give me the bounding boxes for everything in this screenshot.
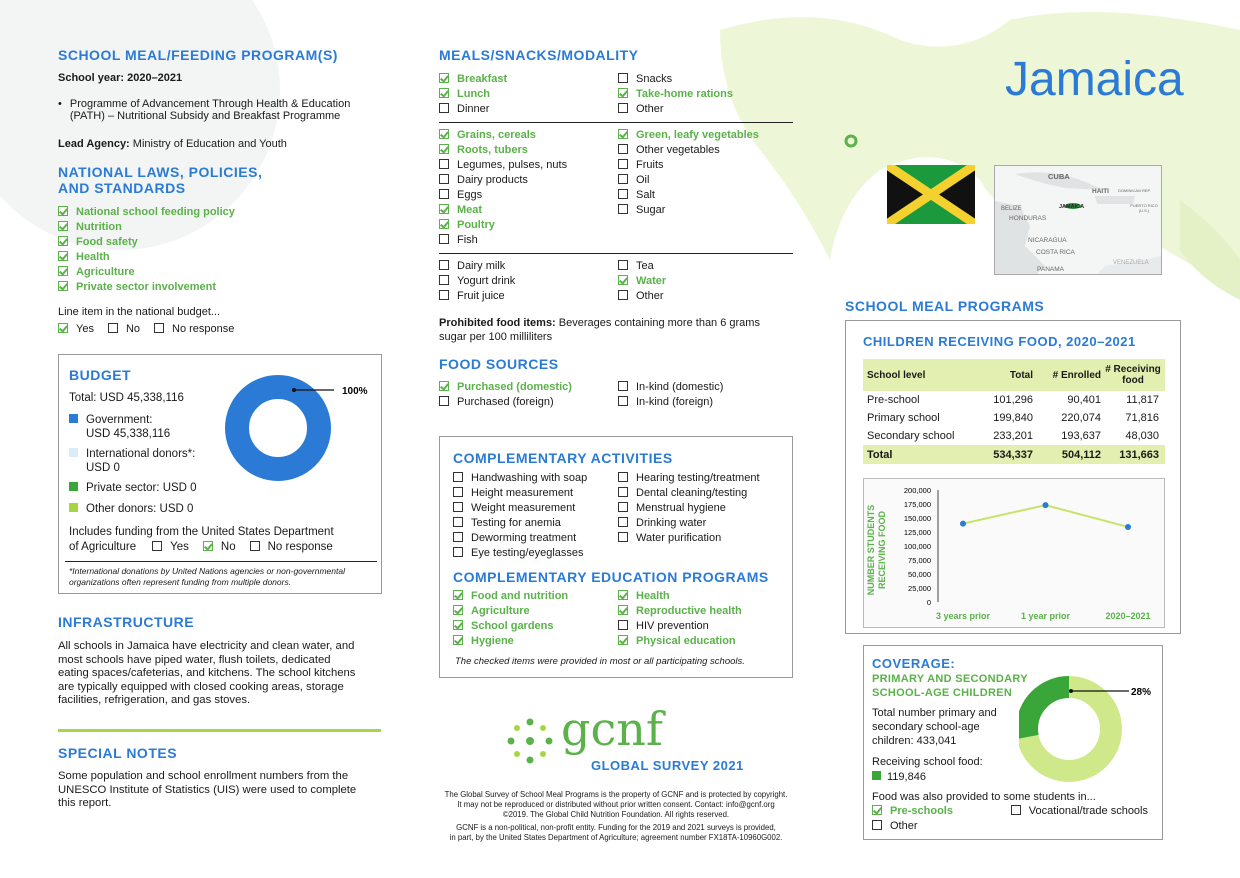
checkbox-label: Deworming treatment [471,532,577,544]
unchecked-box-icon [439,189,449,199]
unchecked-box-icon [439,234,449,244]
checkbox-item [618,289,666,304]
checkbox-label: National school feeding policy [76,206,235,218]
checkbox-label: Salt [636,189,655,201]
checkbox-label: Lunch [457,88,490,100]
series-line [963,505,1128,527]
x-tick-label: 1 year prior [1020,611,1071,621]
text-line: facilities, refrigeration, and gas stoves. [58,694,251,706]
checkbox-item [439,128,567,143]
checked-box-icon [618,275,628,285]
data-point [1043,502,1049,508]
checkbox-item [58,323,94,335]
meals-list-a [439,72,507,117]
y-tick-label: 175,000 [903,500,931,509]
unchecked-box-icon [439,103,449,113]
checkbox-label: Fish [457,234,478,246]
checkbox-label: Nutrition [76,221,122,233]
checkbox-item [618,173,759,188]
checkbox-label: Legumes, pulses, nuts [457,159,568,171]
checkbox-item [58,250,235,265]
checked-box-icon [618,590,628,600]
unchecked-box-icon [453,472,463,482]
legend-private: Private sector: USD 0 [69,482,197,494]
checkbox-label: HIV prevention [636,620,709,632]
checkbox-label: Poultry [457,219,495,231]
children-table: School level Total # Enrolled # Receiving food Pre-school 101,296 90,401 11,817 Primary school 199,840 220,074 71,816 Secondary school 233,201 193,637 48,030 Total 534,337 504,112 131,663 [863,359,1165,464]
text-line: eating spaces/cafeterias, and kitchens. The school kitchens [58,667,356,679]
checkbox-label: Yes [170,541,189,553]
y-tick-label: 200,000 [903,486,931,495]
legend-government: Government: USD 45,338,116 [69,413,170,441]
drinks-list-b [618,259,666,304]
checkbox-label: Dairy products [457,174,528,186]
checkbox-label: Pre-schools [890,805,953,817]
checkbox-label: Food and nutrition [471,590,569,602]
checkbox-item [58,220,235,235]
checkbox-label: Snacks [636,73,673,85]
jamaica-flag [887,165,975,224]
sources-list-a [439,380,572,410]
unchecked-box-icon [872,820,882,830]
checked-box-icon [58,323,68,333]
unchecked-box-icon [439,174,449,184]
checkbox-label: Water purification [636,532,722,544]
unchecked-box-icon [618,487,628,497]
checkbox-label: Sugar [636,204,666,216]
checkbox-item [58,265,235,280]
checkbox-item [250,541,333,553]
checkbox-item [453,471,587,486]
table-row: Pre-school 101,296 90,401 11,817 [867,394,1159,406]
unchecked-box-icon [618,472,628,482]
data-point [960,521,966,527]
checkbox-item [439,188,567,203]
checkbox-label: No [125,323,141,335]
checkbox-item [453,501,587,516]
unchecked-box-icon [453,532,463,542]
also-provided-question: Food was also provided to some students in... [872,791,1096,803]
usda-question: Includes funding from the United States Department of Agriculture Yes No No response [69,526,334,553]
checkbox-label: Meat [457,204,483,216]
lead-agency-value: Ministry of Education and Youth [132,138,287,150]
donut-government-slice [237,387,319,469]
x-tick-label: 2020–2021 [1105,611,1151,621]
checkbox-label: Testing for anemia [471,517,561,529]
meals-heading: MEALS/SNACKS/MODALITY [439,47,639,63]
checkbox-item [453,589,568,604]
checkbox-item [618,380,723,395]
checked-box-icon [618,605,628,615]
unchecked-box-icon [618,189,628,199]
unchecked-box-icon [618,204,628,214]
unchecked-box-icon [618,103,628,113]
checkbox-item [453,546,587,561]
checkbox-label: School gardens [471,620,554,632]
unchecked-box-icon [618,396,628,406]
checked-box-icon [203,541,213,551]
coverage-subheading: PRIMARY AND SECONDARY SCHOOL-AGE CHILDREN [872,673,1028,699]
checked-items-note: The checked items were provided in most or all participating schools. [455,656,745,667]
checked-box-icon [453,590,463,600]
checked-box-icon [439,381,449,391]
unchecked-box-icon [439,260,449,270]
text-line: most schools have piped water, flush toilets, dedicated [58,653,331,666]
checkbox-label: Eggs [457,189,483,201]
unchecked-box-icon [439,290,449,300]
checked-box-icon [439,204,449,214]
coverage-pct-label: 28% [1131,687,1152,698]
checkbox-label: Height measurement [471,487,574,499]
checked-box-icon [439,88,449,98]
checkbox-item [439,158,567,173]
y-tick-label: 75,000 [908,556,931,565]
checkbox-item [439,102,507,117]
text-line: this report. [58,797,112,809]
checkbox-item [618,102,733,117]
y-axis-label: NUMBER STUDENTSRECEIVING FOOD [866,504,887,596]
y-tick-label: 50,000 [908,570,931,579]
checkbox-item [439,203,567,218]
school-year-value: 2020–2021 [127,72,183,84]
checkbox-item [1011,804,1148,819]
unchecked-box-icon [108,323,118,333]
checkbox-item [453,619,568,634]
checkbox-label: Grains, cereals [457,129,536,141]
unchecked-box-icon [453,487,463,497]
checked-box-icon [618,88,628,98]
checkbox-label: Water [636,275,667,287]
checkbox-label: Other vegetables [636,144,720,156]
checkbox-item [618,274,666,289]
checkbox-label: Agriculture [471,605,530,617]
budget-line-question: Line item in the national budget... [58,306,221,318]
unchecked-box-icon [618,174,628,184]
checkbox-item [618,634,742,649]
y-tick-label: 125,000 [903,528,931,537]
unchecked-box-icon [152,541,162,551]
checkbox-item [439,380,572,395]
data-point [1125,524,1131,530]
checked-box-icon [58,266,68,276]
divider [439,253,793,254]
checkbox-item [618,143,759,158]
location-marker-icon [843,133,859,149]
y-tick-label: 25,000 [908,584,931,593]
meals-list-b [618,72,733,117]
checkbox-item [453,486,587,501]
unchecked-box-icon [439,159,449,169]
checkbox-item [618,486,760,501]
checkbox-label: Agriculture [76,266,135,278]
y-tick-label: 100,000 [903,542,931,551]
checkbox-item [439,259,515,274]
lead-agency-label: Lead Agency: [58,138,130,150]
coverage-box [863,645,1163,840]
checkbox-label: Handwashing with soap [471,472,588,484]
unchecked-box-icon [453,517,463,527]
unchecked-box-icon [453,502,463,512]
unchecked-box-icon [618,159,628,169]
checkbox-label: Roots, tubers [457,144,528,156]
checkbox-item [618,516,760,531]
text-line: are typically equipped with closed cooking areas, storage [58,680,344,693]
legend-other: Other donors: USD 0 [69,503,193,515]
gcnf-wordmark: gcnf [561,702,663,756]
checkbox-item [58,205,235,220]
checkbox-item [439,143,567,158]
checkbox-label: Health [636,590,670,602]
checkbox-label: Private sector involvement [76,281,217,293]
unchecked-box-icon [618,73,628,83]
table-total-row: Total 534,337 504,112 131,663 [863,445,1165,464]
unchecked-box-icon [439,275,449,285]
coverage-donut-chart [1019,672,1164,782]
checkbox-item [439,218,567,233]
checkbox-label: Green, leafy vegetables [636,129,759,141]
copyright-text: The Global Survey of School Meal Programs is the property of GCNF and is protected by copyright. It may not be reproduced or distributed without prior written consent. Contact: info@gcnf.org ©2019. The Global Child Nutrition Foundation. All rights reserved. GCNF is a non-political, non-profit entity. Funding for the 2019 and 2021 surveys is provided, in part, by the United States Department of Agriculture; agreement number FX18TA-10960G002. [444,790,788,842]
checkbox-label: Yes [76,323,94,335]
program-heading: SCHOOL MEAL/FEEDING PROGRAM(S) [58,47,338,63]
checkbox-item [439,233,567,248]
text-line: All schools in Jamaica have electricity and clean water, and [58,640,355,652]
prohibited-items: Prohibited food items: Beverages containing more than 6 grams sugar per 100 milliliters [439,317,760,343]
unchecked-box-icon [618,532,628,542]
unchecked-box-icon [154,323,164,333]
checkbox-item [439,395,572,410]
checkbox-label: Menstrual hygiene [636,502,726,514]
foods-list-a [439,128,567,248]
infrastructure-heading: INFRASTRUCTURE [58,614,195,630]
checkbox-label: Reproductive health [636,605,742,617]
unchecked-box-icon [618,502,628,512]
divider [439,122,793,123]
program-name: Programme of Advancement Through Health & Education (PATH) – Nutritional Subsidy and Breakfast Programme [69,98,351,122]
checkbox-item [618,259,666,274]
checkbox-label: Vocational/trade schools [1028,805,1148,817]
unchecked-box-icon [618,381,628,391]
checked-box-icon [58,281,68,291]
country-title: Jamaica [1005,53,1184,106]
x-tick-label: 3 years prior [935,611,991,621]
special-notes-text [58,770,356,811]
checked-box-icon [453,635,463,645]
checked-box-icon [58,236,68,246]
checkbox-label: Breakfast [457,73,508,85]
checkbox-label: Purchased (foreign) [457,396,554,408]
coverage-total: Total number primary and secondary school-age children: 433,041 [872,707,997,747]
regional-map: CUBA HAITI DOMINICAN REP. PUERTO RICO (U.S.) BELIZE JAMAICA HONDURAS NICARAGUA COSTA RICA PANAMA VENEZUELA [994,165,1162,275]
school-meal-programs-heading: SCHOOL MEAL PROGRAMS [845,298,1045,314]
checkbox-label: Other [636,103,664,115]
gcnf-dots-icon [505,716,555,766]
donut-pct-label: 100% [342,386,368,397]
coverage-receiving: Receiving school food: 119,846 [872,756,983,783]
checked-box-icon [439,144,449,154]
infrastructure-text [58,640,355,708]
checkbox-label: Oil [636,174,650,186]
checkbox-item [453,604,568,619]
checkbox-item [439,274,515,289]
checkbox-item [618,604,742,619]
budget-footnote: *International donations by United Nations agencies or non-governmental organizations often represent funding from multiple donors. [69,566,345,587]
checkbox-item [453,634,568,649]
food-sources-heading: FOOD SOURCES [439,356,559,372]
checked-box-icon [872,805,882,815]
unchecked-box-icon [618,260,628,270]
unchecked-box-icon [618,290,628,300]
unchecked-box-icon [439,396,449,406]
text-line: Some population and school enrollment numbers from the [58,770,349,782]
checkbox-label: Tea [636,260,654,272]
unchecked-box-icon [618,144,628,154]
y-tick-label: 150,000 [903,514,931,523]
checkbox-item [618,128,759,143]
checked-box-icon [618,635,628,645]
checked-box-icon [58,251,68,261]
checkbox-label: Take-home rations [636,88,733,100]
checkbox-label: In-kind (domestic) [636,381,724,393]
checked-box-icon [439,219,449,229]
checkbox-label: Hearing testing/treatment [636,472,760,484]
checked-box-icon [618,129,628,139]
complementary-activities-heading: COMPLEMENTARY ACTIVITIES [453,450,673,466]
laws-heading: NATIONAL LAWS, POLICIES, AND STANDARDS [58,164,263,196]
checkbox-item [618,501,760,516]
budget-donut-chart [224,373,374,483]
checkbox-label: No response [172,323,235,335]
checkbox-item [439,173,567,188]
special-notes-heading: SPECIAL NOTES [58,745,178,761]
checkbox-label: Dairy milk [457,260,506,272]
checked-box-icon [453,620,463,630]
checkbox-label: No response [267,541,333,553]
checkbox-label: No [220,541,236,553]
school-year-label: School year: [58,72,125,84]
checkbox-item [439,87,507,102]
unchecked-box-icon [618,620,628,630]
checkbox-item [203,541,236,553]
checked-box-icon [58,221,68,231]
children-receiving-heading: CHILDREN RECEIVING FOOD, 2020–2021 [863,334,1136,349]
checked-box-icon [58,206,68,216]
checkbox-item [618,72,733,87]
checkbox-label: Weight measurement [471,502,576,514]
checkbox-label: Other [890,820,918,832]
checkbox-label: Fruits [636,159,664,171]
checkbox-label: Fruit juice [457,290,505,302]
budget-line-options [58,323,248,335]
checkbox-item [872,804,997,819]
checked-box-icon [439,73,449,83]
sources-list-b [618,380,723,410]
checkbox-item [58,235,235,250]
checkbox-item [618,619,742,634]
checkbox-item [154,323,234,335]
gcnf-logo [505,702,765,778]
checkbox-label: Eye testing/eyeglasses [471,547,584,559]
checkbox-label: Dinner [457,103,490,115]
checkbox-item [618,589,742,604]
checkbox-item [618,203,759,218]
program-item: • Programme of Advancement Through Health & Education (PATH) – Nutritional Subsidy and Breakfast Programme [58,98,378,122]
unchecked-box-icon [1011,805,1021,815]
checkbox-label: Dental cleaning/testing [636,487,748,499]
activities-box [439,436,793,678]
checkbox-label: In-kind (foreign) [636,396,714,408]
laws-list [58,205,235,295]
checkbox-item [439,72,507,87]
checkbox-label: Health [76,251,110,263]
checkbox-item [453,516,587,531]
checkbox-item [618,158,759,173]
table-row: Secondary school 233,201 193,637 48,030 [867,430,1159,442]
checkbox-item [618,531,760,546]
checkbox-item [872,820,918,832]
unchecked-box-icon [250,541,260,551]
checkbox-item [152,541,189,553]
foods-list-b [618,128,759,218]
budget-heading: BUDGET [69,367,132,383]
checkbox-item [108,323,140,335]
checkbox-item [618,188,759,203]
checkbox-item [618,395,723,410]
receiving-food-line-chart [863,478,1163,626]
table-row: Primary school 199,840 220,074 71,816 [867,412,1159,424]
education-programs-heading: COMPLEMENTARY EDUCATION PROGRAMS [453,569,769,585]
unchecked-box-icon [618,517,628,527]
checkbox-label: Hygiene [471,635,514,647]
checked-box-icon [439,129,449,139]
checkbox-label: Drinking water [636,517,707,529]
y-tick-label: 0 [926,598,931,607]
checkbox-label: Food safety [76,236,138,248]
text-line: UNESCO Institute of Statistics (UIS) were used to complete [58,783,357,796]
checkbox-label: Physical education [636,635,736,647]
checkbox-label: Other [636,290,664,302]
checkbox-item [439,289,515,304]
checkbox-item [618,471,760,486]
checkbox-item [453,531,587,546]
drinks-list-a [439,259,515,304]
budget-total: Total: USD 45,338,116 [69,392,184,404]
legend-international: International donors*: USD 0 [69,447,195,475]
section-divider [58,729,381,732]
gcnf-subtitle: GLOBAL SURVEY 2021 [591,758,744,773]
checkbox-item [58,280,235,295]
budget-box [58,354,382,594]
checkbox-label: Purchased (domestic) [457,381,572,393]
checkbox-label: Yogurt drink [457,275,516,287]
checked-box-icon [453,605,463,615]
unchecked-box-icon [453,547,463,557]
coverage-heading: COVERAGE: [872,656,956,671]
checkbox-item [618,87,733,102]
